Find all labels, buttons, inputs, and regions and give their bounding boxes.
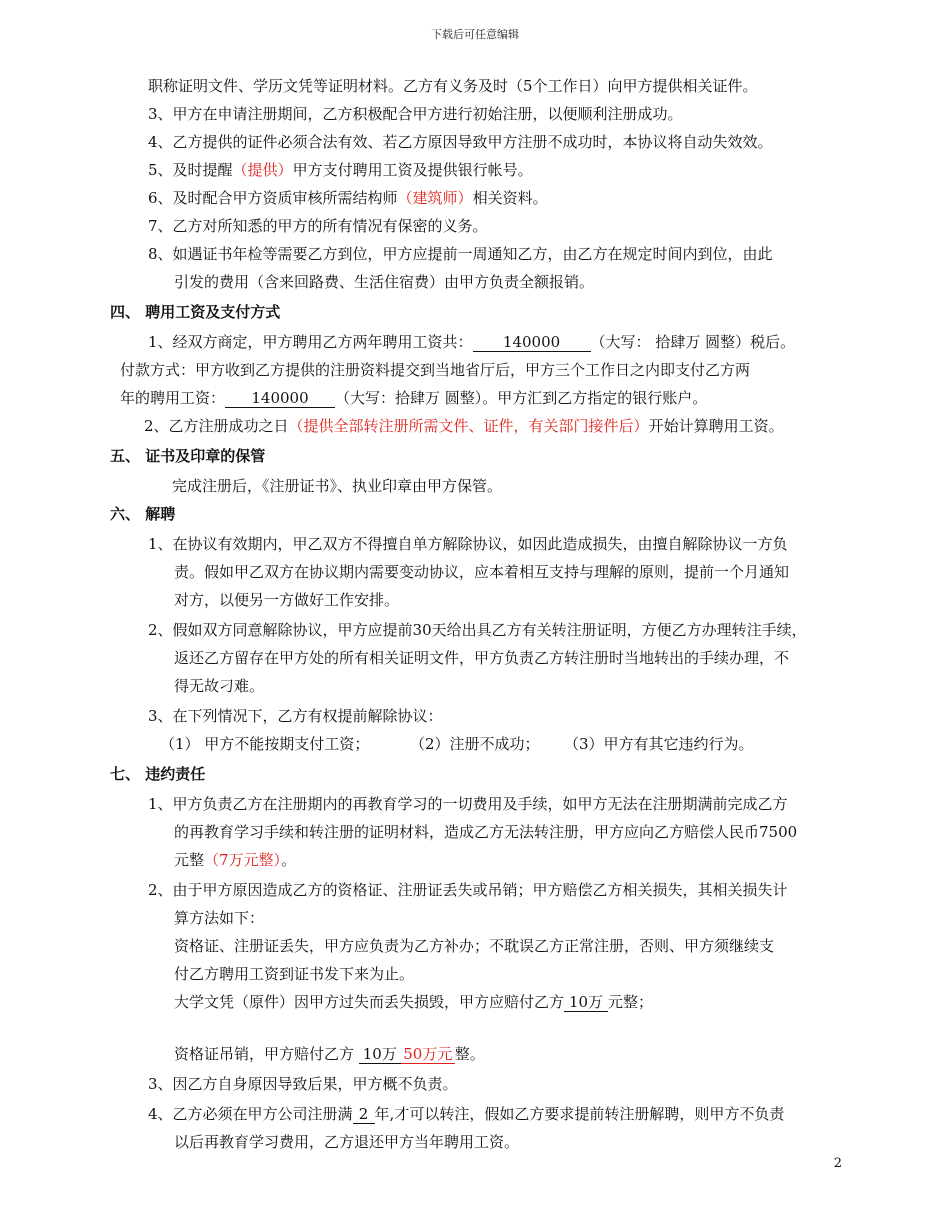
- text-line: [144, 412, 784, 440]
- text-line: 2、由于甲方原因造成乙方的资格证、注册证丢失或吊销；甲方赔偿乙方相关损失，其相关损失计: [148, 881, 788, 899]
- text-line: 4、乙方提供的证件必须合法有效、若乙方原因导致甲方注册不成功时，本协议将自动失效效。: [148, 133, 773, 151]
- text-span: 2、乙方注册成功之日: [144, 417, 289, 435]
- text-span: 年的聘用工资：: [120, 389, 226, 407]
- salary-amount-blank: 140000: [473, 333, 591, 352]
- salary-amount-blank: 140000: [225, 389, 335, 408]
- section-heading-6: 六、 解聘: [110, 505, 176, 523]
- text-line: （1） 甲方不能按期支付工资；: [160, 735, 370, 753]
- text-line: 3、甲方在申请注册期间，乙方积极配合甲方进行初始注册，以便顺利注册成功。: [148, 105, 683, 123]
- section-heading-7: 七、 违约责任: [110, 765, 206, 783]
- text-span: 元整: [174, 851, 205, 869]
- text-span: 元整；: [608, 993, 654, 1011]
- text-line: 的再教育学习手续和转注册的证明材料，造成乙方无法转注册，甲方应向乙方赔偿人民币7500: [174, 823, 798, 841]
- text-line: 付乙方聘用工资到证书发下来为止。: [174, 965, 415, 983]
- compensation-blank: 10万: [359, 1045, 401, 1064]
- text-line: 1、在协议有效期内，甲乙双方不得擅自单方解除协议，如因此造成损失，由擅自解除协议一方负: [148, 535, 788, 553]
- text-line: （2）注册不成功；: [410, 735, 540, 753]
- text-line: 引发的费用（含来回路费、生活住宿费）由甲方负责全额报销。: [174, 273, 595, 291]
- text-line: 职称证明文件、学历文凭等证明材料。乙方有义务及时（5个工作日）向甲方提供相关证件。: [148, 77, 758, 95]
- text-span: 。: [281, 851, 297, 869]
- text-line: 付款方式：甲方收到乙方提供的注册资料提交到当地省厅后，甲方三个工作日之内即支付乙方两: [120, 361, 751, 379]
- term-years-blank: 2: [353, 1105, 375, 1124]
- text-span: 开始计算聘用工资。: [648, 417, 784, 435]
- red-annotation: （建筑师）: [397, 189, 473, 207]
- text-line: [174, 846, 296, 874]
- text-line: 以后再教育学习费用，乙方退还甲方当年聘用工资。: [174, 1133, 520, 1151]
- text-span: 1、经双方商定，甲方聘用乙方两年聘用工资共：: [148, 333, 473, 351]
- red-annotation: （7万元整）: [204, 851, 282, 869]
- red-annotation: 50万元: [401, 1045, 455, 1064]
- red-annotation: （提供）: [232, 161, 293, 179]
- text-span: 整。: [454, 1045, 485, 1063]
- compensation-blank: 10万: [564, 993, 608, 1012]
- text-span: （大写：拾肆万 圆整）。甲方汇到乙方指定的银行账户。: [335, 389, 708, 407]
- page-header: 下载后可任意编辑: [431, 28, 519, 41]
- red-annotation: （提供全部转注册所需文件、证件，有关部门接件后）: [288, 417, 649, 435]
- text-line: 3、在下列情况下，乙方有权提前解除协议：: [148, 707, 443, 725]
- text-span: 大学文凭（原件）因甲方过失而丢失损毁，甲方应赔付乙方: [174, 993, 565, 1011]
- text-line: [148, 156, 533, 184]
- text-line: 2、假如双方同意解除协议，甲方应提前30天给出具乙方有关转注册证明，方便乙方办理转注手续，: [148, 621, 807, 639]
- text-span: 4、乙方必须在甲方公司注册满: [148, 1105, 353, 1123]
- text-line: 1、甲方负责乙方在注册期内的再教育学习的一切费用及手续，如甲方无法在注册期满前完成乙方: [148, 795, 788, 813]
- text-line: 3、因乙方自身原因导致后果，甲方概不负责。: [148, 1075, 458, 1093]
- text-line: [174, 1040, 485, 1068]
- text-span: 6、及时配合甲方资质审核所需结构师: [148, 189, 398, 207]
- text-line: [148, 1100, 784, 1128]
- text-span: 5、及时提醒: [148, 161, 233, 179]
- text-line: [148, 184, 548, 212]
- page-number: 2: [833, 1156, 842, 1171]
- text-line: 对方，以便另一方做好工作安排。: [174, 591, 400, 609]
- text-line: 8、如遇证书年检等需要乙方到位，甲方应提前一周通知乙方，由乙方在规定时间内到位，由此: [148, 245, 773, 263]
- section-heading-5: 五、 证书及印章的保管: [110, 447, 266, 465]
- text-line: （3）甲方有其它违约行为。: [564, 735, 754, 753]
- text-span: 甲方支付聘用工资及提供银行帐号。: [292, 161, 533, 179]
- text-span: （大写： 拾肆万 圆整）税后。: [590, 333, 796, 351]
- text-line: [148, 328, 795, 356]
- text-line: 资格证、注册证丢失，甲方应负责为乙方补办；不耽误乙方正常注册，否则、甲方须继续支: [174, 937, 775, 955]
- text-line: 责。假如甲乙双方在协议期内需要变动协议，应本着相互支持与理解的原则，提前一个月通知: [174, 563, 790, 581]
- text-line: 返还乙方留存在甲方处的所有相关证明文件，甲方负责乙方转注册时当地转出的手续办理，不: [174, 649, 790, 667]
- text-line: [174, 988, 653, 1016]
- section-heading-4: 四、 聘用工资及支付方式: [110, 303, 281, 321]
- text-line: 完成注册后，《注册证书》、执业印章由甲方保管。: [172, 477, 503, 495]
- text-line: 得无故刁难。: [174, 677, 265, 695]
- text-span: 资格证吊销，甲方赔付乙方: [174, 1045, 359, 1063]
- text-line: [120, 384, 707, 412]
- text-span: 年,才可以转注，假如乙方要求提前转注册解聘，则甲方不负责: [374, 1105, 785, 1123]
- text-line: 算方法如下：: [174, 909, 265, 927]
- text-line: 7、乙方对所知悉的甲方的所有情况有保密的义务。: [148, 217, 488, 235]
- text-span: 相关资料。: [472, 189, 548, 207]
